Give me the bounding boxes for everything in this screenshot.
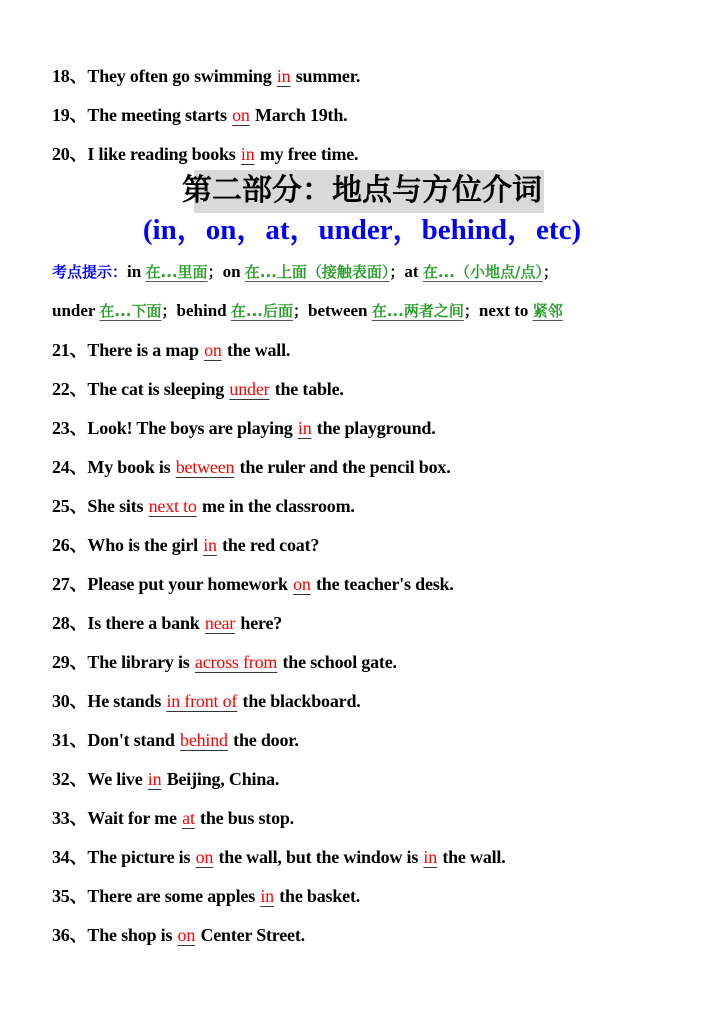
hint-meaning: 在...里面 [145, 263, 208, 281]
item-number: 36、 [52, 925, 88, 945]
item-number: 28、 [52, 613, 88, 633]
exercise-item: 27、Please put your homework on the teacher's desk. [52, 574, 454, 594]
item-number: 25、 [52, 496, 88, 516]
item-number: 33、 [52, 808, 88, 828]
hint-label: 考点提示： [52, 263, 128, 281]
exercise-item: 23、Look! The boys are playing in the playground. [52, 418, 436, 438]
exercise-item: 31、Don't stand behind the door. [52, 730, 299, 750]
answer: in [276, 66, 291, 86]
item-number: 19、 [52, 105, 88, 125]
item-number: 29、 [52, 652, 88, 672]
item-number: 31、 [52, 730, 88, 750]
answer: at [182, 808, 195, 828]
answer: in [297, 418, 312, 438]
exercise-item: 22、The cat is sleeping under the table. [52, 379, 344, 399]
answer: under [229, 379, 270, 399]
exercise-item: 30、He stands in front of the blackboard. [52, 691, 361, 711]
exercise-item: 33、Wait for me at the bus stop. [52, 808, 294, 828]
item-number: 23、 [52, 418, 88, 438]
answer: next to [148, 496, 197, 516]
answer: on [195, 847, 214, 867]
exercise-item: 28、Is there a bank near here? [52, 613, 283, 633]
item-number: 27、 [52, 574, 88, 594]
answer: across from [194, 652, 278, 672]
answer: near [204, 613, 236, 633]
exercise-item: 20、I like reading books in my free time. [52, 144, 359, 164]
hint-meaning: 在...后面 [230, 302, 293, 320]
item-number: 26、 [52, 535, 88, 555]
exercise-item: 35、There are some apples in the basket. [52, 886, 361, 906]
hint-line-1: 考点提示：in 在...里面；on 在...上面（接触表面）；at 在...（小地点/点）； [52, 262, 558, 281]
exercise-item: 21、There is a map on the wall. [52, 340, 291, 360]
hint-meaning: 在...下面 [99, 302, 162, 320]
exercise-item: 36、The shop is on Center Street. [52, 925, 305, 945]
hint-meaning: 在...（小地点/点） [422, 263, 543, 281]
hint-meaning: 紧邻 [532, 302, 563, 320]
exercise-item: 24、My book is between the ruler and the pencil box. [52, 457, 451, 477]
answer: on [232, 105, 250, 125]
item-number: 34、 [52, 847, 88, 867]
answer: between [175, 457, 235, 477]
answer: on [177, 925, 196, 945]
hint-meaning: 在...上面（接触表面） [244, 263, 390, 281]
answer: in [260, 886, 274, 906]
answer: on [204, 340, 222, 360]
item-number: 21、 [52, 340, 88, 360]
exercise-item: 19、The meeting starts on March 19th. [52, 105, 348, 125]
hint-line-2: under 在...下面；behind 在...后面；between 在...两者之间；next to 紧邻 [52, 301, 563, 320]
exercise-item: 34、The picture is on the wall, but the window is in the wall. [52, 847, 506, 867]
item-number: 22、 [52, 379, 88, 399]
exercise-item: 32、We live in Beijing, China. [52, 769, 280, 789]
answer: in [423, 847, 438, 867]
exercise-item: 29、The library is across from the school gate. [52, 652, 397, 672]
hint-meaning: 在...两者之间 [371, 302, 464, 320]
answer: on [293, 574, 311, 594]
item-number: 24、 [52, 457, 88, 477]
answer: in [240, 144, 255, 164]
exercise-item: 26、Who is the girl in the red coat? [52, 535, 320, 555]
item-number: 35、 [52, 886, 88, 906]
item-number: 18、 [52, 66, 88, 86]
item-number: 32、 [52, 769, 88, 789]
item-number: 20、 [52, 144, 88, 164]
answer: in [147, 769, 162, 789]
exercise-item: 18、They often go swimming in summer. [52, 66, 361, 86]
section-title: 第二部分：地点与方位介词 [182, 173, 542, 208]
answer: behind [180, 730, 228, 750]
exercise-item: 25、She sits next to me in the classroom. [52, 496, 355, 516]
section-subtitle: (in，on，at，under，behind，etc) [142, 214, 582, 246]
item-number: 30、 [52, 691, 88, 711]
answer: in [203, 535, 217, 555]
answer: in front of [166, 691, 238, 711]
